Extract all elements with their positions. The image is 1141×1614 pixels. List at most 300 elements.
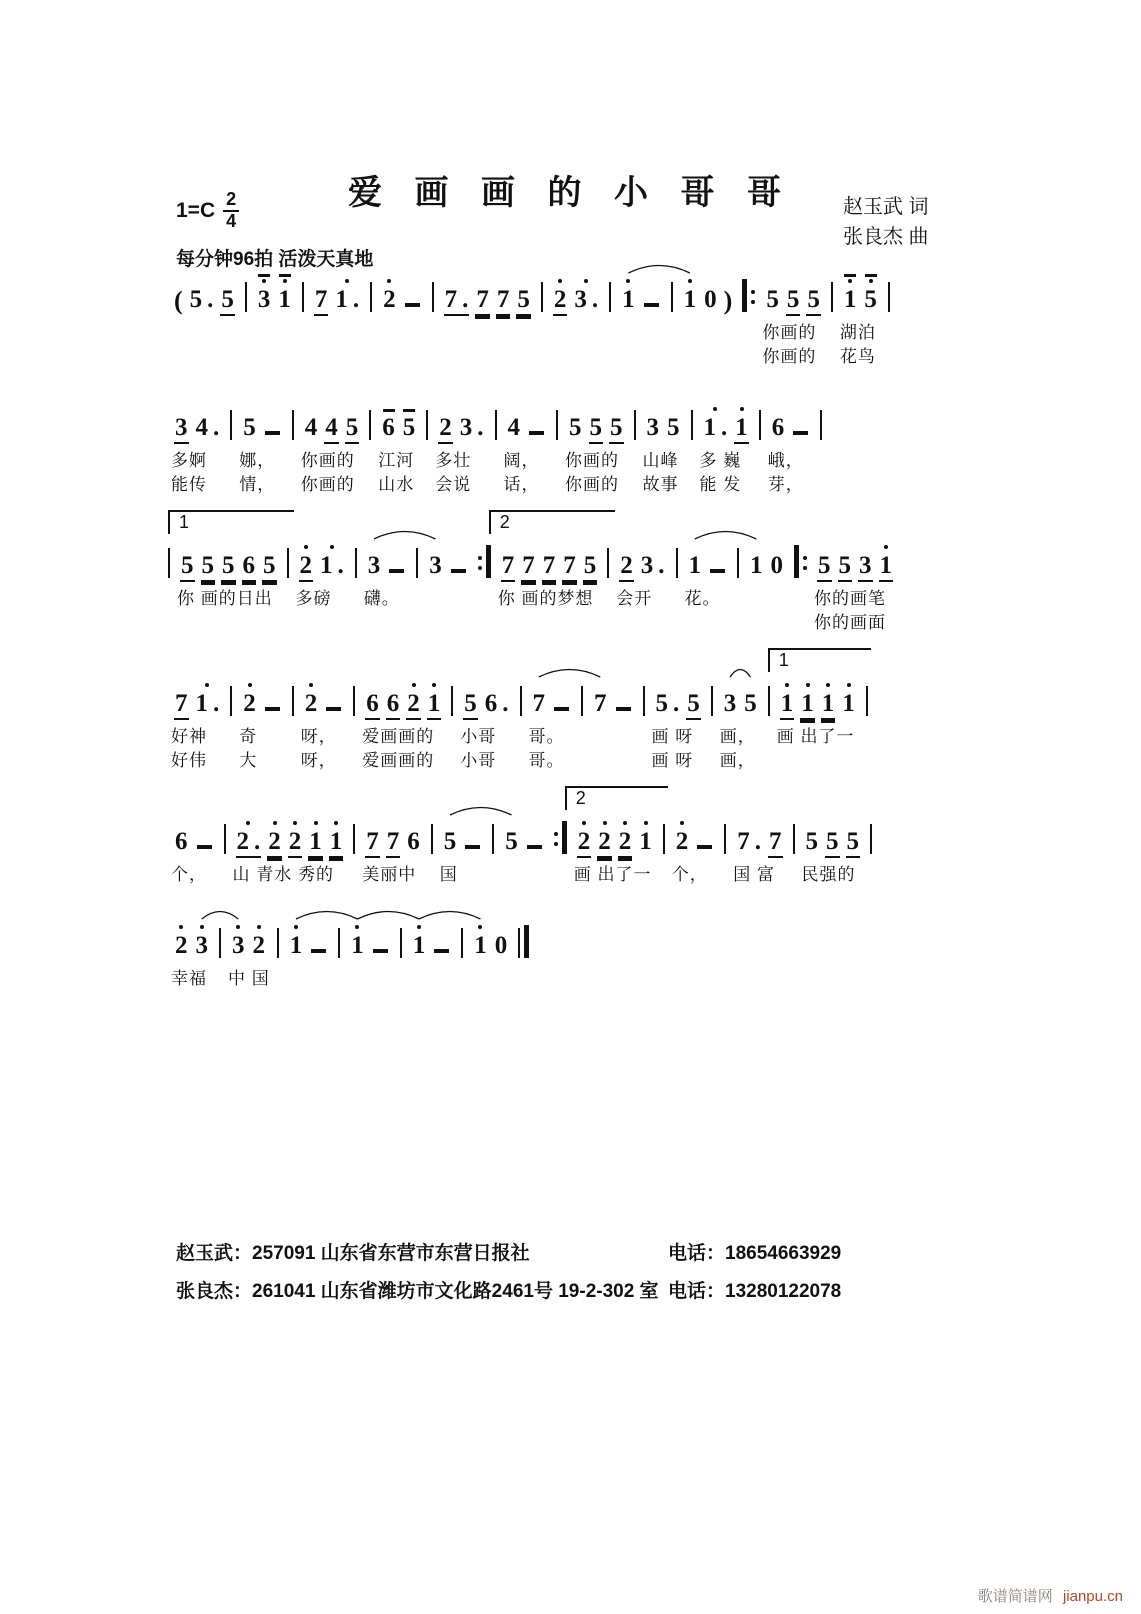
thin-bar [671,282,673,312]
note-digit [583,536,598,582]
digit-row [367,552,382,582]
thin-bar [168,548,170,578]
barline [338,918,340,958]
thick-bar [742,279,747,312]
note-digit [573,270,599,316]
octave-marks [387,270,391,286]
key-signature: 1=C [176,198,216,222]
digit-row [242,414,257,444]
note-digit [267,812,282,858]
note-digit [459,398,485,444]
dash-extension [371,933,390,962]
measure [404,918,460,990]
note-digit [324,398,339,444]
pitch-digit: 3 [574,286,587,313]
digit-row [683,286,698,316]
note-digit [780,674,795,720]
lyric-line-1 [254,321,295,344]
pitch-digit: 5 [609,414,624,444]
score-line [166,252,976,368]
digit-row [723,690,738,720]
notes-row [233,814,347,858]
lyric-line-2: 能 发 [699,475,742,494]
octave-dot [688,279,692,283]
digit-row [319,552,345,582]
thin-bar [369,410,371,440]
pitch-digit: 5 [744,690,757,717]
duration-dash [451,569,466,573]
lyric-line-1: 峨， [767,451,804,470]
note-digit [843,270,858,316]
lyric-line-1: 阔， [503,451,540,470]
barline [793,814,795,854]
note-digit [289,916,304,962]
digit-row [267,828,282,858]
measure [757,272,829,368]
pitch-digit: 6 [242,552,257,582]
note-digit [542,536,557,582]
digit-row [314,286,329,316]
barline [400,918,402,958]
dash-extension [708,553,727,582]
measure [499,400,555,496]
note-digit [195,398,221,444]
thin-bar [768,686,770,716]
pitch-digit: 1 [308,828,323,858]
pitch-digit: 5 [817,552,832,582]
lyric-line-2 [498,611,601,634]
note-digit [858,536,873,582]
pitch-digit: 5 [838,552,853,582]
measure [647,676,709,772]
note-digit [496,270,511,316]
lyric-line-2: 呀， [300,751,337,770]
lyric-line-1 [550,321,602,344]
measure [357,676,449,772]
measure [172,512,285,634]
octave-dot [355,925,359,929]
augmentation-dot: . [658,552,665,579]
barline [831,272,833,312]
lyric-line-1: 会开 [616,589,653,608]
measure [465,918,516,990]
dash-extension [614,691,633,720]
notes-row [364,538,410,582]
lyric-line-2 [746,611,787,634]
pitch-digit: 0 [770,552,783,579]
digit-row [821,690,836,720]
pitch-digit: 1 [821,690,836,720]
lyric-line-2 [680,345,736,368]
notes-row [177,538,280,582]
thin-bar [277,928,279,958]
note-digit [386,812,401,858]
measure [342,918,398,990]
tempo-marking: 每分钟96拍 活泼天真地 [176,249,374,270]
note-digit [521,536,536,582]
pitch-digit: 1 [879,552,894,582]
digit-row [703,286,718,316]
notes-row [840,272,881,316]
note-digit [252,916,267,962]
notes-row [301,676,347,720]
notes-row [529,676,575,720]
dash-extension [791,415,810,444]
pitch-digit: 5 [569,414,582,441]
note-digit [463,674,478,720]
notes-row [616,538,668,582]
lyric-line-2: 小哥 [460,751,497,770]
pitch-digit: 2 [438,414,453,444]
barline [866,676,868,716]
tenuto-bar [844,274,856,277]
notes-row [802,814,864,858]
digit-row [432,949,451,962]
pitch-digit: 3 [195,932,208,959]
duration-dash [197,845,212,849]
lyric-line-1: 画 出了一 [573,865,652,884]
notes-row [733,814,785,858]
note-digit [597,812,612,858]
digit-row [655,690,681,720]
lyric-line-2 [777,749,859,772]
thin-bar [287,548,289,578]
pitch-digit: 3 [257,286,271,313]
composer-address: 张良杰：261041 山东省潍坊市文化路2461号 19-2-302 室 [176,1281,659,1302]
digit-row [304,690,319,720]
note-digit [365,674,380,720]
barline [168,538,170,578]
pitch-digit: 1 [195,690,208,717]
pitch-digit: 5 [864,286,877,313]
note-digit [825,812,840,858]
pitch-digit: 6 [382,414,395,441]
thick-bar [794,545,799,578]
digit-row [387,569,406,582]
notes-row [378,400,419,444]
lyric-line-2: 话， [503,475,540,494]
pitch-digit: 6 [175,828,188,855]
pitch-digit: 5 [220,286,235,316]
duration-dash [265,431,280,435]
octave-dot [314,821,318,825]
measure [166,676,228,772]
measure [741,538,792,634]
score-line [166,784,976,886]
note-digit [800,674,815,720]
digit-row [734,414,749,444]
pitch-digit: 7 [444,286,459,316]
pitch-digit: 5 [846,828,861,858]
note-digit [703,398,729,444]
lyric-line-2 [296,611,348,634]
thin-bar [431,824,433,854]
digit-row [593,690,608,720]
digit-row [504,828,519,858]
lyric-line-1 [680,321,736,344]
pitch-digit: 5 [805,828,818,855]
lyric-line-2 [379,345,425,368]
digit-row [242,690,257,720]
digit-row [463,845,482,858]
line-measures [166,650,976,772]
pitch-digit: 1 [474,932,487,959]
lyric-line-2 [425,611,471,634]
note-digit [180,536,195,582]
augmentation-dot: . [352,286,360,313]
line-measures [166,272,976,368]
note-digit [507,398,522,444]
thin-bar [609,282,611,312]
thin-bar [663,824,665,854]
lyric-line-2: 画 呀 [651,751,694,770]
lyric-line-2: 花鸟 [839,347,876,366]
note-digit [334,270,360,316]
pitch-digit: 2 [299,552,314,582]
duration-dash [644,303,659,307]
lyric-line-1: 多婀 [171,451,207,470]
pitch-digit: 7 [737,828,750,855]
thin-bar [245,282,247,312]
digit-row [231,932,246,962]
notes-row [746,538,787,582]
thin-bar [461,928,463,958]
duration-dash [554,707,569,711]
barline [634,400,636,440]
octave-dot [246,821,250,825]
digit-row [589,414,604,444]
augmentation-dot: . [213,414,220,441]
digit-row [619,552,634,582]
note-digit [314,270,329,316]
augmentation-dot: . [591,286,599,313]
volta-bracket: 2 [489,510,615,534]
pitch-digit: 2 [243,690,256,717]
thin-bar [230,686,232,716]
pitch-digit: 3 [459,414,473,441]
composer-phone: 电话：13280122078 [668,1281,842,1302]
digit-row [324,707,343,720]
note-digit [666,398,681,444]
note-digit [231,916,246,962]
octave-marks [355,916,359,932]
barline [691,400,693,440]
duration-dash [373,949,388,953]
barline [292,676,294,716]
pitch-digit: 1 [335,286,348,313]
digit-row [180,552,195,582]
digit-row [573,286,599,316]
duration-dash [527,845,542,849]
digit-row [427,690,442,720]
notes-row [550,272,602,316]
tenuto-bar [403,409,415,412]
digit-row [562,552,577,582]
lyricist-phone: 电话：18654663929 [668,1243,842,1264]
dash-extension [263,691,282,720]
note-digit [367,536,382,582]
note-digit [609,398,624,444]
octave-marks [179,916,183,932]
measure [234,400,290,496]
thin-bar [370,282,372,312]
octave-dot [558,279,562,283]
digit-row [749,552,764,582]
digit-row [743,690,758,720]
octave-marks [582,812,586,828]
note-digit [806,270,821,316]
notes-row [672,814,718,858]
pitch-digit: 1 [688,552,701,579]
barline [768,676,770,716]
octave-marks [417,916,421,932]
digit-row [449,569,468,582]
measure [291,538,353,634]
augmentation-dot: . [721,414,728,441]
pitch-digit: 1 [427,690,442,720]
pitch-digit: 2 [267,828,282,858]
pitch-digit: 2 [597,828,612,858]
note-digit [402,398,417,444]
note-digit [277,270,292,316]
note-digit [174,398,189,444]
octave-dot [584,279,588,283]
pitch-digit: 2 [406,690,421,720]
digit-row [334,286,360,316]
score-line [166,508,976,634]
pitch-digit: 1 [351,932,364,959]
pitch-digit: 7 [501,552,516,582]
augmentation-dot: . [458,286,469,316]
duration-dash [616,707,631,711]
lyric-line-2: 你画的 [300,475,355,494]
octave-dot [713,407,717,411]
measure [223,918,275,990]
note-digit [406,812,421,858]
lyric-line-1 [441,321,534,344]
lyric-line-1: 国 富 [733,865,775,884]
note-digit [412,916,427,962]
barline [432,272,434,312]
notes-row [171,814,217,858]
pitch-digit: 3 [367,552,381,579]
octave-marks [740,398,744,414]
lyric-line-1: 江河 [378,451,415,470]
pitch-digit: 7 [542,552,557,582]
pitch-digit: 2 [577,828,592,858]
pitch-digit: 1 [329,828,344,858]
note-digit [619,536,634,582]
pitch-digit: 1 [622,286,635,313]
notes-row [440,814,486,858]
octave-marks [558,270,562,286]
pitch-digit: 5 [262,552,277,582]
note-digit [242,398,257,444]
measure [638,400,689,496]
octave-dot [387,279,391,283]
notes-row [347,918,393,962]
line-measures [166,400,976,496]
lyric-line-1 [171,321,238,344]
octave-dot [205,683,209,687]
digit-row [365,690,380,720]
note-digit [220,270,235,316]
lyric-line-1 [425,587,471,610]
duration-dash [434,949,449,953]
digit-row [195,690,221,720]
note-digit [562,536,577,582]
augmentation-dot: . [754,828,761,855]
barline [492,814,494,854]
measure [715,676,766,772]
thin-bar [219,928,221,958]
measure [373,400,424,496]
digit-row [252,932,267,962]
repeat-end-barline [478,538,491,578]
thin-bar [426,410,428,440]
pitch-digit: 2 [252,932,265,959]
pitch-digit: 3 [174,414,189,444]
lyric-line-1: 你 画的梦想 [497,589,594,608]
barline [581,676,583,716]
notes-row [470,918,511,962]
thin-bar [353,686,355,716]
lyric-line-1: 奇 [239,727,258,746]
time-signature-numerator: 2 [223,190,239,212]
dash-extension [642,287,661,316]
note-digit [577,812,592,858]
lyric-line-2 [311,345,363,368]
lyric-line-1: 山峰 [642,451,679,470]
notes-row [435,400,487,444]
notes-row [700,400,752,444]
time-signature [223,190,239,232]
digit-row [791,431,810,444]
barline [224,814,226,854]
barline [292,400,294,440]
time-signature-denominator: 4 [226,210,237,231]
octave-marks [626,270,630,286]
digit-row [473,932,488,962]
note-digit [195,916,210,962]
note-digit [288,812,303,858]
lyric-line-1: 山 青水 秀的 [232,865,334,884]
thin-bar [353,824,355,854]
notes-row [498,538,601,582]
thin-bar [302,282,304,312]
digit-row [525,845,544,858]
line-measures [166,788,976,886]
lyric-line-1: 好神 [171,727,207,746]
pitch-digit: 1 [683,286,697,313]
thin-bar [400,928,402,958]
pitch-digit: 7 [365,828,380,858]
lyric-line-1 [470,967,511,990]
pitch-digit: 4 [507,414,520,441]
lyric-line-1 [618,321,664,344]
notes-row [228,918,270,962]
lyric-line-2: 画， [719,751,756,770]
pitch-digit: 2 [675,828,689,855]
thin-bar [520,686,522,716]
barline [737,538,739,578]
measure [496,814,552,886]
measure [667,814,723,886]
lyric-line-2: 你画的 [762,347,817,366]
pitch-digit: 2 [619,552,634,582]
measure [430,400,492,496]
rest-note [770,536,785,582]
